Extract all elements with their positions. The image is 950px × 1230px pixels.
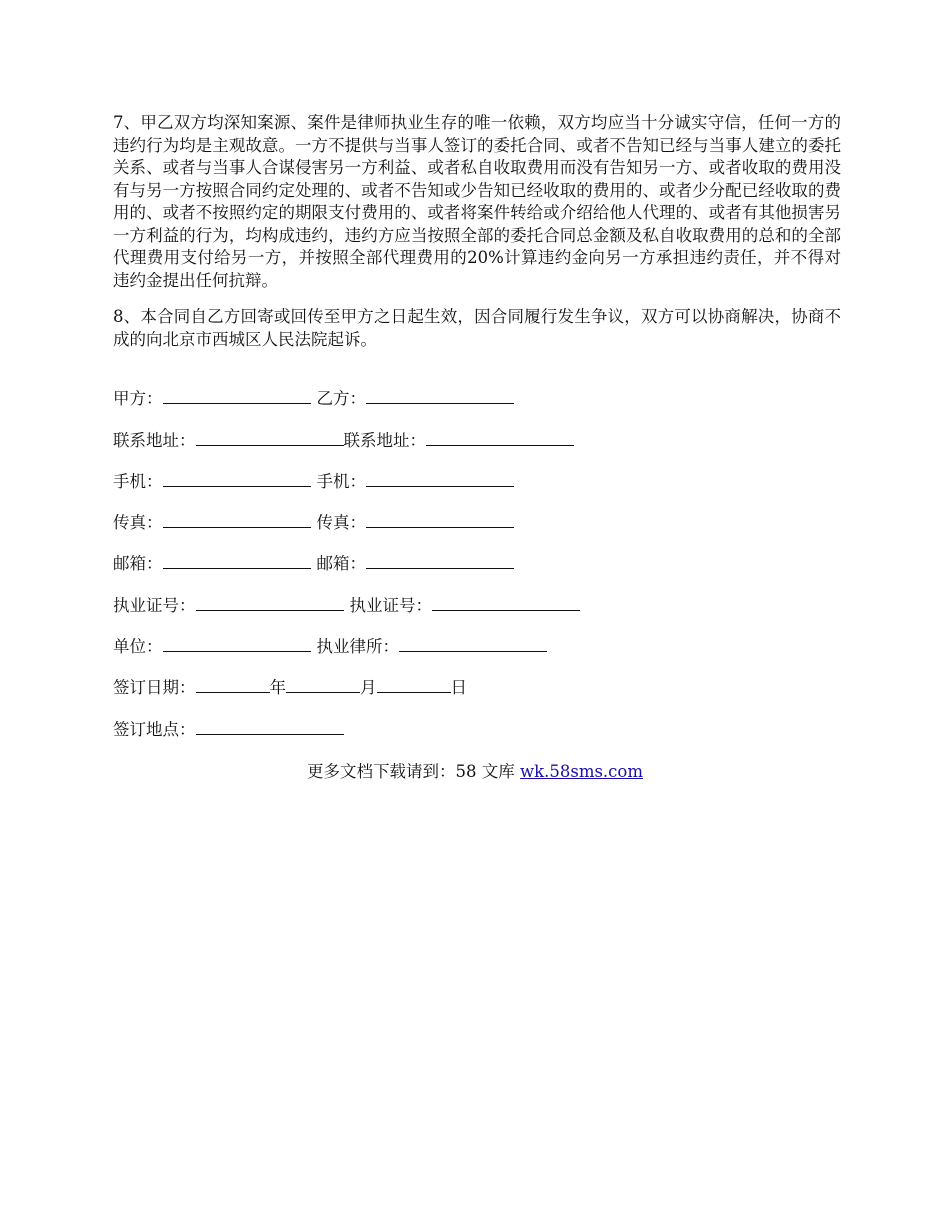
- unit-row: [113, 636, 547, 658]
- phone-b-blank: [366, 471, 514, 487]
- email-b-blank: [366, 553, 514, 569]
- email-a-blank: [163, 553, 311, 569]
- address-a-blank: [196, 430, 344, 446]
- license-a-label: 执业证号：: [113, 596, 196, 615]
- clause-7: 7、甲乙双方均深知案源、案件是律师执业生存的唯一依赖，双方均应当十分诚实守信，任何一方的违约行为均是主观故意。一方不提供与当事人签订的委托合同、或者不告知已经与当事人建立的委托关系、或者与当事人合谋侵害另一方利益、或者私自收取费用而没有告知另一方、或者收取的费用没有与另一方按照合同约定处理的、或者不告知或少告知已经收取的费用的、或者少分配已经收取的费用的、或者不按照约定的期限支付费用的、或者将案件转给或介绍给他人代理的、或者有其他损害另一方利益的行为，均构成违约，违约方应当按照全部的委托合同总金额及私自收取费用的总和的全部代理费用支付给另一方，并按照全部代理费用的20%计算违约金向另一方承担违约责任，并不得对违约金提出任何抗辩。: [113, 113, 841, 290]
- fax-row: [113, 512, 514, 534]
- date-row: [113, 677, 467, 699]
- day-blank: [377, 677, 451, 693]
- party-row: [113, 388, 514, 410]
- phone-b-label: 手机：: [316, 472, 366, 491]
- address-b-label: 联系地址：: [343, 431, 426, 450]
- unit-blank: [163, 636, 311, 652]
- fax-a-label: 传真：: [113, 513, 163, 532]
- footer-text: 更多文档下载请到：58 文库: [306, 762, 520, 781]
- date-label: 签订日期：: [113, 678, 196, 697]
- address-row: [113, 430, 574, 452]
- year-label: 年: [269, 678, 286, 697]
- law-firm-blank: [399, 636, 547, 652]
- email-b-label: 邮箱：: [316, 554, 366, 573]
- place-blank: [196, 719, 344, 735]
- address-b-blank: [426, 430, 574, 446]
- party-a-blank: [163, 388, 311, 404]
- day-label: 日: [450, 678, 467, 697]
- license-a-blank: [196, 595, 344, 611]
- year-blank: [196, 677, 270, 693]
- fax-a-blank: [163, 512, 311, 528]
- license-b-blank: [432, 595, 580, 611]
- fax-b-label: 传真：: [316, 513, 366, 532]
- month-label: 月: [360, 678, 377, 697]
- place-label: 签订地点：: [113, 720, 196, 739]
- fax-b-blank: [366, 512, 514, 528]
- unit-label: 单位：: [113, 637, 163, 656]
- clause-8: 8、本合同自乙方回寄或回传至甲方之日起生效，因合同履行发生争议，双方可以协商解决，协商不成的向北京市西城区人民法院起诉。: [113, 307, 841, 349]
- license-b-label: 执业证号：: [349, 596, 432, 615]
- license-row: [113, 595, 580, 617]
- party-a-label: 甲方：: [113, 389, 163, 408]
- contract-body: [113, 112, 841, 351]
- phone-a-blank: [163, 471, 311, 487]
- law-firm-label: 执业律所：: [316, 637, 399, 656]
- phone-row: [113, 471, 514, 493]
- footer: [0, 761, 950, 783]
- email-row: [113, 553, 514, 575]
- place-row: [113, 719, 344, 741]
- address-a-label: 联系地址：: [113, 431, 196, 450]
- footer-link[interactable]: wk.58sms.com: [519, 762, 643, 781]
- party-b-label: 乙方：: [316, 389, 366, 408]
- email-a-label: 邮箱：: [113, 554, 163, 573]
- month-blank: [286, 677, 360, 693]
- party-b-blank: [366, 388, 514, 404]
- phone-a-label: 手机：: [113, 472, 163, 491]
